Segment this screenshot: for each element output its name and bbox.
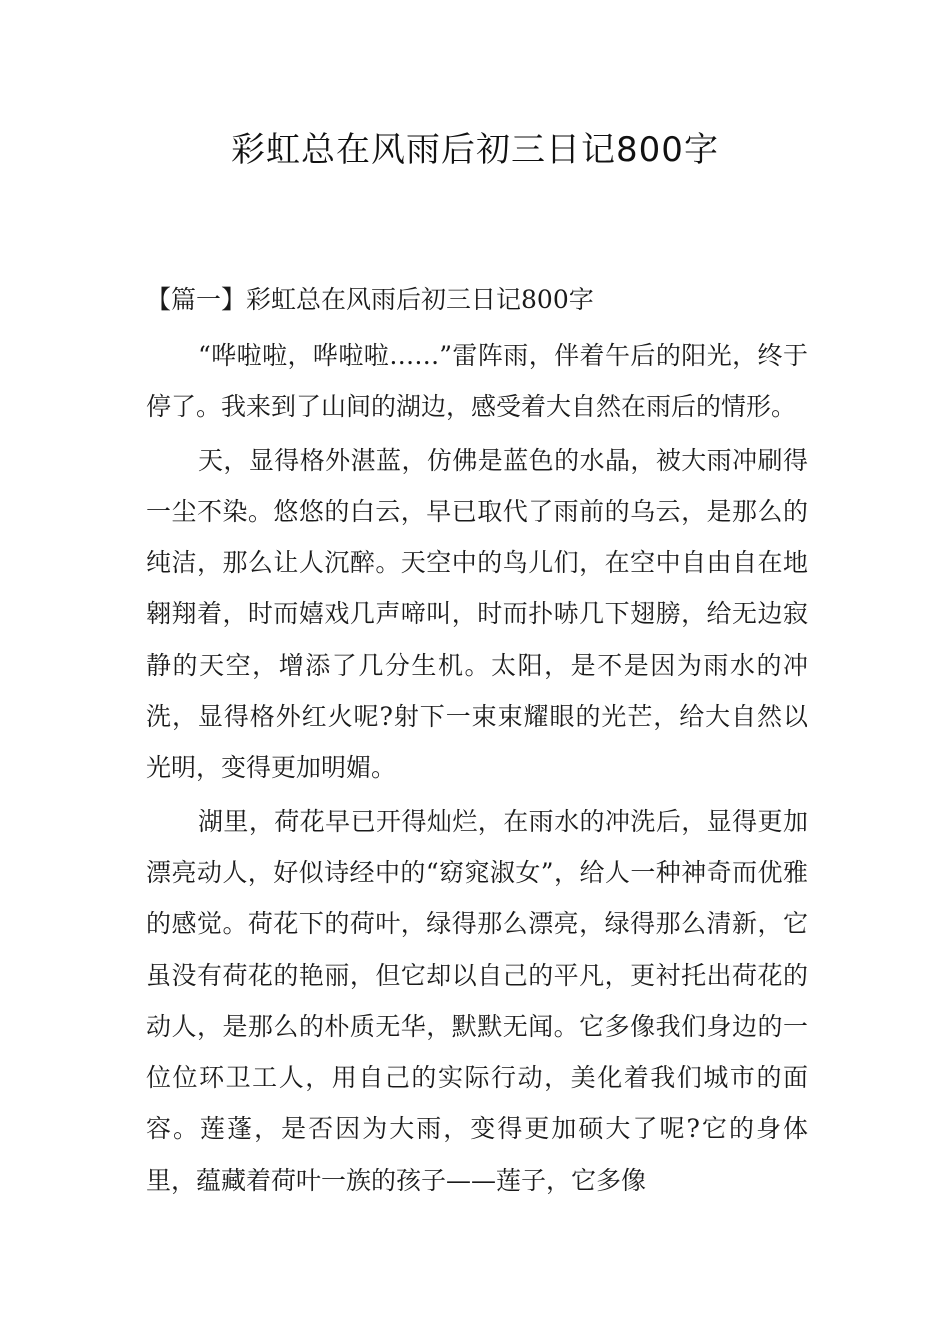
paragraph-1: “哗啦啦，哗啦啦……”雷阵雨，伴着午后的阳光，终于停了。我来到了山间的湖边，感受着大自然在雨后的情形。 — [146, 341, 808, 422]
paragraph-3: 湖里，荷花早已开得灿烂，在雨水的冲洗后，显得更加漂亮动人，好似诗经中的“窈窕淑女”，给人一种神奇而优雅的感觉。荷花下的荷叶，绿得那么漂亮，绿得那么清新，它虽没有荷花的艳丽，但它却以自己的平凡，更衬托出荷花的动人，是那么的朴质无华，默默无闻。它多像我们身边的一位位环卫工人，用自己的实际行动，美化着我们城市的面容。莲蓬，是否因为大雨，变得更加硕大了呢?它的身体里，蕴藏着荷叶一族的孩子——莲子，它多像 — [146, 806, 808, 1195]
document-title: 彩虹总在风雨后初三日记800字 — [231, 130, 719, 170]
paragraph-2: 天，显得格外湛蓝，仿佛是蓝色的水晶，被大雨冲刷得一尘不染。悠悠的白云，早已取代了雨前的乌云，是那么的纯洁，那么让人沉醉。天空中的鸟儿们，在空中自由自在地翱翔着，时而嬉戏几声啼叫，时而扑哧几下翅膀，给无边寂静的天空，增添了几分生机。太阳，是不是因为雨水的冲洗，显得格外红火呢?射下一束束耀眼的光芒，给大自然以光明，变得更加明媚。 — [146, 445, 808, 783]
document-body — [146, 282, 808, 1208]
section-heading: 【篇一】彩虹总在风雨后初三日记800字 — [146, 285, 594, 314]
